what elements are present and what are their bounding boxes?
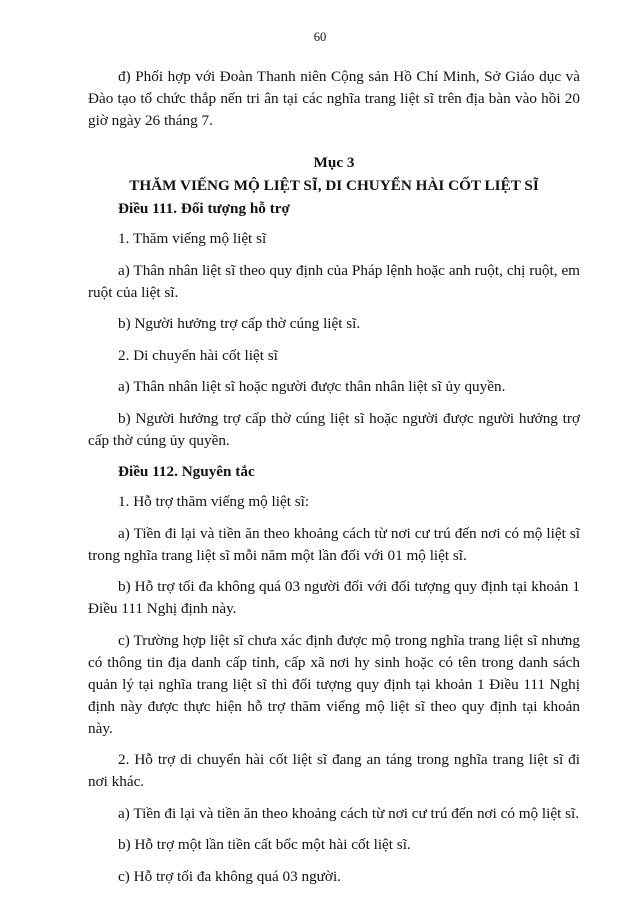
- page-number: 60: [313, 30, 327, 44]
- article-112-clause-1a: a) Tiền đi lại và tiền ăn theo khoảng cách từ nơi cư trú đến nơi có mộ liệt sĩ trong nghĩa trang liệt sĩ mỗi năm một lần đối với 01 mộ liệt sĩ.: [88, 524, 580, 564]
- article-112-clause-2b: b) Hỗ trợ một lần tiền cất bốc một hài cốt liệt sĩ.: [118, 836, 411, 853]
- article-111-clause-2: 2. Di chuyển hài cốt liệt sĩ: [118, 346, 278, 364]
- article-112-clause-1b: b) Hỗ trợ tối đa không quá 03 người đối với đối tượng quy định tại khoản 1 Điều 111 Nghị định này.: [88, 578, 580, 617]
- article-111-clause-1a: a) Thân nhân liệt sĩ theo quy định của Pháp lệnh hoặc anh ruột, chị ruột, em ruột của liệt sĩ.: [88, 261, 580, 301]
- document-body: [88, 66, 580, 897]
- intro-paragraph: đ) Phối hợp với Đoàn Thanh niên Cộng sản Hồ Chí Minh, Sở Giáo dục và Đào tạo tổ chức thắp nến tri ân tại các nghĩa trang liệt sĩ trên địa bàn vào hồi 20 giờ ngày 26 tháng 7.: [88, 68, 580, 129]
- section-title: THĂM VIẾNG MỘ LIỆT SĨ, DI CHUYỂN HÀI CỐT LIỆT SĨ: [129, 177, 539, 194]
- article-111-heading: Điều 111. Đối tượng hỗ trợ: [118, 200, 290, 217]
- article-112-clause-2c: c) Hỗ trợ tối đa không quá 03 người.: [118, 867, 341, 885]
- article-112-clause-2: 2. Hỗ trợ di chuyển hài cốt liệt sĩ đang an táng trong nghĩa trang liệt sĩ đi nơi khác.: [88, 751, 580, 790]
- article-111-clause-2b: b) Người hưởng trợ cấp thờ cúng liệt sĩ hoặc người được người hưởng trợ cấp thờ cúng ủy quyền.: [88, 409, 580, 449]
- article-112-clause-2a: a) Tiền đi lại và tiền ăn theo khoảng cách từ nơi cư trú đến nơi có mộ liệt sĩ.: [118, 804, 580, 822]
- article-112-heading: Điều 112. Nguyên tắc: [118, 463, 255, 480]
- article-112-clause-1c: c) Trường hợp liệt sĩ chưa xác định được mộ trong nghĩa trang liệt sĩ nhưng có thông tin địa danh cấp tỉnh, cấp xã nơi hy sinh hoặc có tên trong danh sách quản lý tại nghĩa trang liệt sĩ thì đối tượng quy định tại khoản 1 Điều 111 Nghị định này được thực hiện hỗ trợ thăm viếng mộ liệt sĩ theo quy định tại khoản này.: [88, 631, 580, 737]
- article-111-clause-1b: b) Người hưởng trợ cấp thờ cúng liệt sĩ.: [118, 315, 361, 332]
- article-111-clause-1: 1. Thăm viếng mộ liệt sĩ: [118, 230, 267, 247]
- section-label: Mục 3: [313, 154, 355, 171]
- article-111-clause-2a: a) Thân nhân liệt sĩ hoặc người được thân nhân liệt sĩ ủy quyền.: [118, 378, 506, 395]
- article-112-clause-1: 1. Hỗ trợ thăm viếng mộ liệt sĩ:: [118, 493, 310, 510]
